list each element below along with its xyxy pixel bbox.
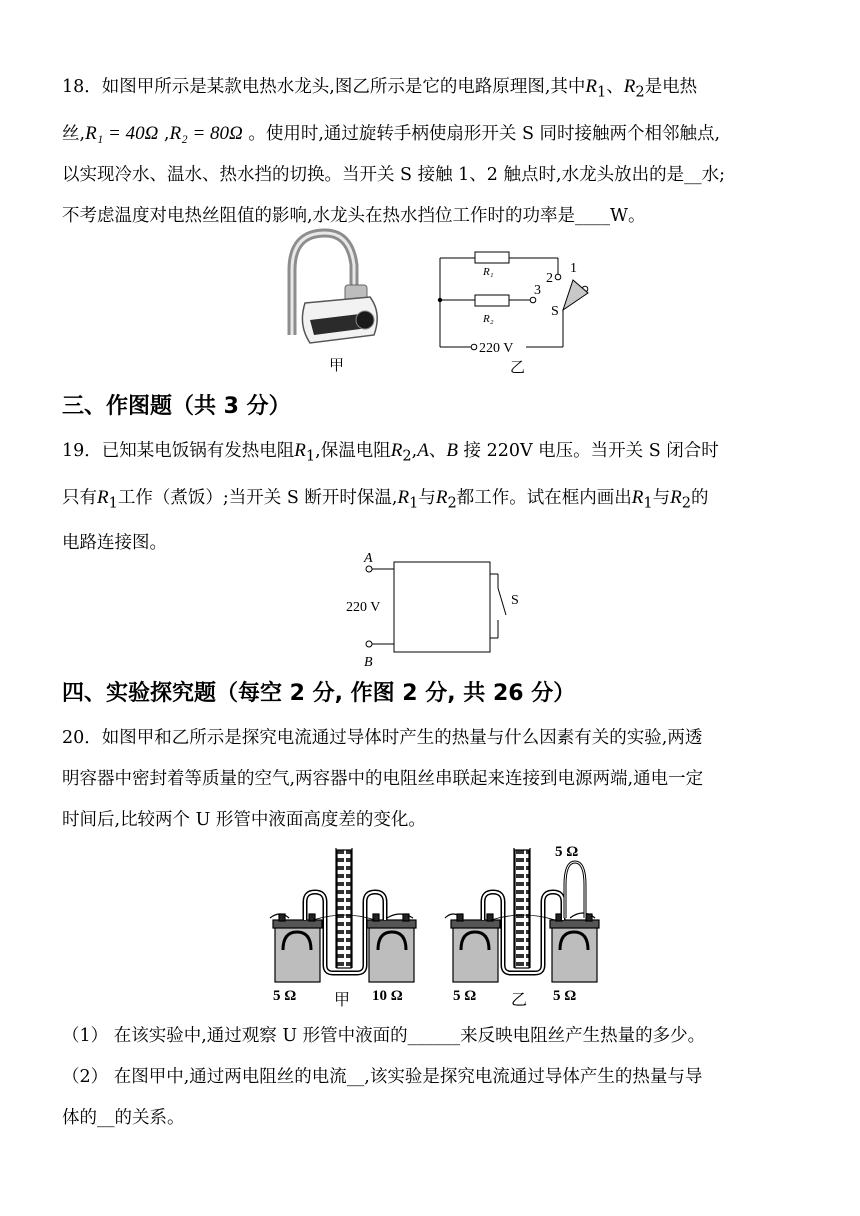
q18-line2: 丝,R₁ = 40Ω ,R₂ = 80Ω 。使用时,通过旋转手柄使扇形开关 S 同时接触两个相邻触点, — [62, 122, 721, 144]
terminal-a-label: A — [364, 552, 373, 566]
q19-line2: 只有$R_1$工作（煮饭）;当开关 S 断开时保温$,R_1$与$R_2$都工作。试在框内画出$R_1$与$R_2$的 — [62, 486, 709, 511]
r2-label: R₂ — [483, 313, 494, 325]
fig-label-right-yi: 乙 — [511, 992, 528, 1009]
q20-text — [62, 718, 814, 841]
q20-line1: 20．如图甲和乙所示是探究电流通过导体时产生的热量与什么因素有关的实验,两透 — [62, 728, 703, 748]
q19-line1: 19．已知某电饭锅有发热电阻$R_1$,保温电阻$R_2,A$、B 接 220V 电压。当开关 S 闭合时 — [62, 440, 719, 465]
q20-subquestions — [62, 1016, 814, 1139]
left-r1-label: 5 Ω — [273, 988, 297, 1004]
q18-line4: 不考虑温度对电热丝阻值的影响,水龙头在热水挡位工作时的功率是____W。 — [62, 205, 646, 226]
rice-cooker-box-diagram — [340, 552, 530, 672]
voltage-label: 220 V — [479, 341, 514, 356]
fig-label-left-jia: 甲 — [334, 992, 351, 1009]
fig-label-yi: 乙 — [510, 360, 526, 375]
contact-1-label: 1 — [570, 261, 577, 276]
q20-line3: 时间后,比较两个 U 形管中液面高度差的变化。 — [62, 810, 426, 830]
right-r2-label: 5 Ω — [553, 988, 577, 1004]
contact-3-label: 3 — [534, 283, 541, 298]
q20-line2: 明容器中密封着等质量的空气,两容器中的电阻丝串联起来连接到电源两端,通电一定 — [62, 769, 704, 789]
terminal-b-label: B — [364, 655, 373, 670]
contact-2-label: 2 — [546, 271, 553, 286]
r1-equation: R₁ = 40Ω — [85, 122, 159, 144]
joule-heating-apparatus-figure — [265, 840, 625, 1015]
fig-label-jia: 甲 — [329, 358, 345, 374]
q19-switch-label: S — [511, 593, 519, 608]
q18-line1: 18．如图甲所示是某款电热水龙头,图乙所示是它的电路原理图,其中$R_1$、$R_2$是电热 — [62, 76, 698, 101]
faucet-figure — [270, 225, 400, 375]
left-r2-label: 10 Ω — [372, 988, 403, 1004]
q20-sub1: （1） 在该实验中,通过观察 U 形管中液面的______来反映电阻丝产生热量的多少。 — [62, 1026, 706, 1046]
q20-sub2-line1: （2） 在图甲中,通过两电阻丝的电流__,该实验是探究电流通过导体产生的热量与导 — [62, 1067, 703, 1087]
r2-equation: R₂ = 80Ω — [169, 122, 243, 144]
section-4-heading: 四、实验探究题（每空 2 分, 作图 2 分, 共 26 分） — [62, 681, 576, 706]
q19-text — [62, 430, 814, 564]
section-3-heading: 三、作图题（共 3 分） — [62, 394, 291, 419]
faucet-circuit-diagram — [430, 245, 620, 375]
q18-line3: 以实现冷水、温水、热水挡的切换。当开关 S 接触 1、2 触点时,水龙头放出的是__水; — [62, 164, 725, 185]
q18-text — [62, 66, 814, 237]
right-r1-label: 5 Ω — [453, 988, 477, 1004]
q20-sub2-line2: 体的__的关系。 — [62, 1108, 185, 1128]
q19-line3: 电路连接图。 — [62, 533, 167, 553]
r1-label: R₁ — [483, 266, 494, 278]
q19-voltage-label: 220 V — [346, 600, 381, 615]
right-external-r-label: 5 Ω — [555, 844, 579, 860]
switch-label: S — [551, 304, 559, 319]
